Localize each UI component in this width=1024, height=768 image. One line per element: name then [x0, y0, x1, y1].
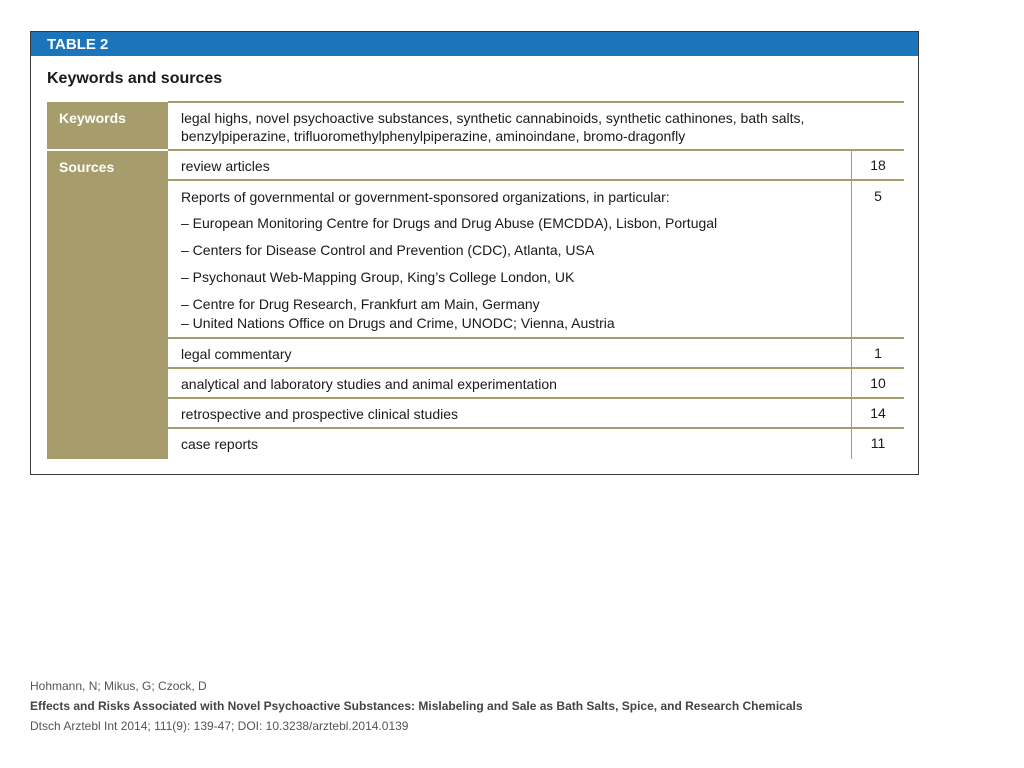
row-count: 10 — [851, 369, 904, 397]
keywords-row — [168, 101, 904, 151]
table-row — [168, 399, 904, 429]
list-item: – European Monitoring Centre for Drugs and Drug Abuse (EMCDDA), Lisbon, Portugal — [181, 215, 718, 231]
row-text: analytical and laboratory studies and animal experimentation — [181, 376, 557, 392]
citation-source: Dtsch Arztebl Int 2014; 111(9): 139-47; DOI: 10.3238/arztebl.2014.0139 — [30, 719, 409, 733]
row-text: review articles — [181, 158, 270, 174]
row-count: 11 — [851, 429, 904, 459]
list-item: – United Nations Office on Drugs and Crime, UNODC; Vienna, Austria — [181, 315, 615, 331]
table-row — [168, 429, 904, 459]
row-text: Reports of governmental or government-sponsored organizations, in particular: — [181, 189, 670, 205]
table-row — [168, 151, 904, 181]
row-count: 14 — [851, 399, 904, 427]
row-count: 1 — [851, 339, 904, 367]
citation-authors: Hohmann, N; Mikus, G; Czock, D — [30, 679, 207, 693]
keywords-text: legal highs, novel psychoactive substances, synthetic cannabinoids, synthetic cathinones, bath salts, benzylpiperazine, trifluoromethylphenylpiperazine, aminoindane, bromo-dragonfly — [181, 110, 805, 144]
row-text: retrospective and prospective clinical studies — [181, 406, 459, 422]
keywords-header: Keywords — [47, 102, 168, 149]
table-row — [168, 369, 904, 399]
row-count: 5 — [851, 181, 904, 337]
row-text: case reports — [181, 436, 259, 452]
sources-header: Sources — [47, 151, 168, 459]
list-item: – Psychonaut Web-Mapping Group, King’s College London, UK — [181, 269, 575, 285]
table-row — [168, 339, 904, 369]
list-item: – Centers for Disease Control and Prevention (CDC), Atlanta, USA — [181, 242, 595, 258]
table-label: TABLE 2 — [31, 32, 918, 56]
table-frame — [30, 31, 919, 475]
row-count: 18 — [851, 151, 904, 179]
table-row — [168, 181, 904, 339]
citation-title: Effects and Risks Associated with Novel Psychoactive Substances: Mislabeling and Sale as Bath Salts, Spice, and Research Chemicals — [30, 699, 803, 713]
row-text: legal commentary — [181, 346, 292, 362]
list-item: – Centre for Drug Research, Frankfurt am Main, Germany — [181, 296, 540, 312]
table-title: Keywords and sources — [47, 70, 223, 87]
